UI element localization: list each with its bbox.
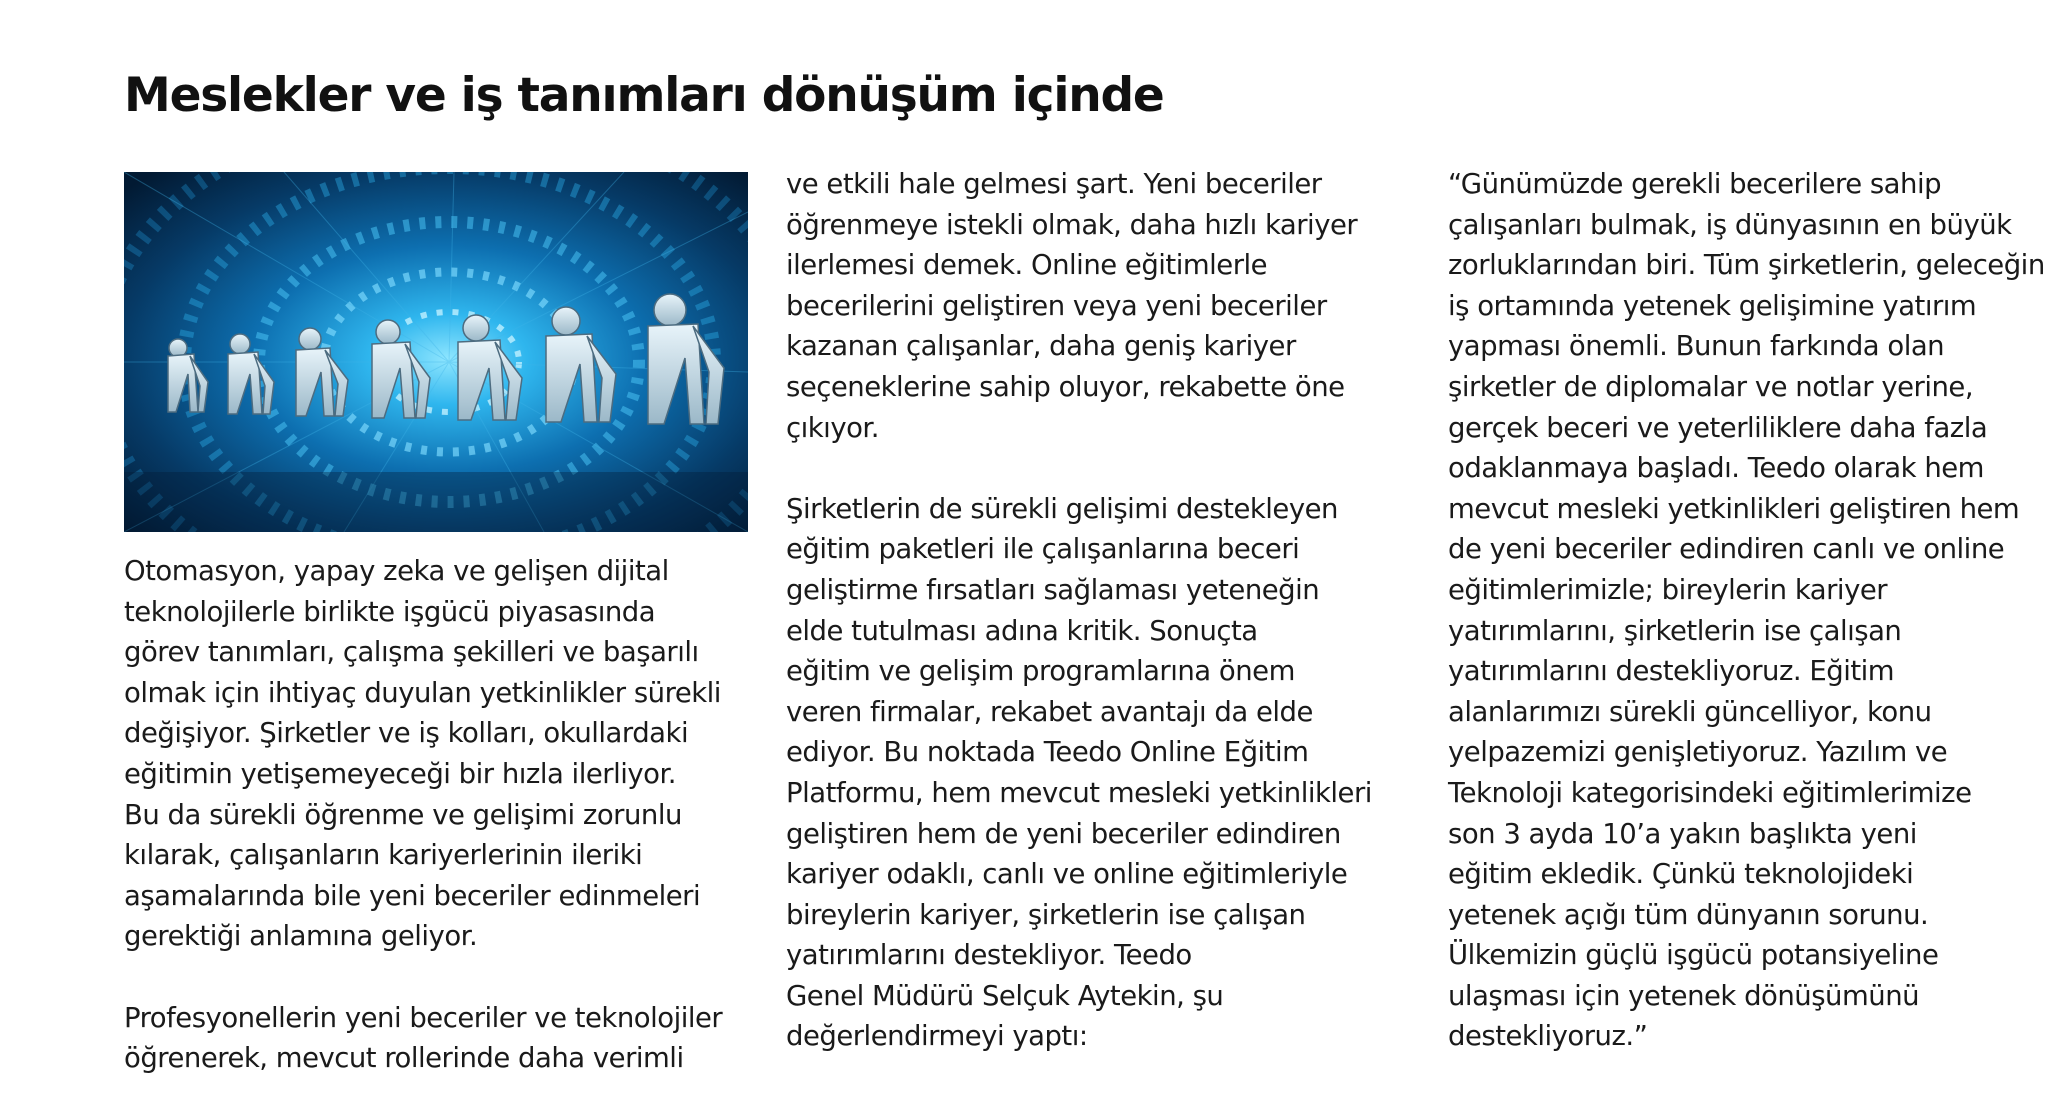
article-paragraph: Şirketlerin de sürekli gelişimi destekleyen eğitim paketleri ile çalışanlarına beceri geliştirme fırsatları sağlaması yeteneğin elde tutulması adına kritik. Sonuçta eğitim ve gelişim programlarına önem veren firmalar, rekabet avantajı da elde ediyor. Bu noktada Teedo Online Eğitim Platformu, hem mevcut mesleki yetkinlikleri geliştiren hem de yeni beceriler edindiren kariyer odaklı, canlı ve online eğitimleriyle bireylerin kariyer, şirketlerin ise çalışan yatırımlarını destekliyor. Teedo Genel Müdürü Selçuk Aytekin, şu değerlendirmeyi yaptı: xyxy=(786,492,1372,1053)
article-image xyxy=(124,172,748,532)
article-paragraph: ve etkili hale gelmesi şart. Yeni beceriler öğrenmeye istekli olmak, daha hızlı kariyer ilerlemesi demek. Online eğitimlerle becerilerini geliştiren veya yeni beceriler kazanan çalışanlar, daha geniş kariyer seçeneklerine sahip oluyor, rekabette öne çıkıyor. xyxy=(786,168,1358,444)
page-title: Meslekler ve iş tanımları dönüşüm içinde xyxy=(124,68,1164,123)
article-paragraph: Profesyonellerin yeni beceriler ve teknolojiler öğrenerek, mevcut rollerinde daha verimli xyxy=(124,1001,723,1075)
article-quote: “Günümüzde gerekli becerilere sahip çalışanları bulmak, iş dünyasının en büyük zorluklarından biri. Tüm şirketlerin, geleceğin iş ortamında yetenek gelişimine yatırım yapması önemli. Bunun farkında olan şirketler de diplomalar ve notlar yerine, gerçek beceri ve yeterliliklere daha fazla odaklanmaya başladı. Teedo olarak hem mevcut mesleki yetkinlikleri geliştiren hem de yeni beceriler edindiren canlı ve online eğitimlerimizle; bireylerin kariyer yatırımlarını, şirketlerin ise çalışan yatırımlarını destekliyoruz. Eğitim alanlarımızı sürekli güncelliyor, konu yelpazemizi genişletiyoruz. Yazılım ve Teknoloji kategorisindeki eğitimlerimize son 3 ayda 10’a yakın başlıkta yeni eğitim ekledik. Çünkü teknolojideki yetenek açığı tüm dünyanın sorunu. Ülkemizin güçlü işgücü potansiyeline ulaşması için yetenek dönüşümünü destekliyoruz.” xyxy=(1448,168,2045,1053)
article-column-3 xyxy=(1448,164,2060,1057)
article-paragraph: Otomasyon, yapay zeka ve gelişen dijital teknolojilerle birlikte işgücü piyasasında görev tanımları, çalışma şekilleri ve başarılı olmak için ihtiyaç duyulan yetkinlikler sürekli değişiyor. Şirketler ve iş kolları, okullardaki eğitimin yetişemeyeceği bir hızla ilerliyor. Bu da sürekli öğrenme ve gelişimi zorunlu kılarak, çalışanların kariyerlerinin ileriki aşamalarında bile yeni beceriler edinmeleri gerektiği anlamına geliyor. xyxy=(124,555,721,953)
article-column-2 xyxy=(786,164,1446,1057)
article-column-1 xyxy=(124,164,760,1079)
